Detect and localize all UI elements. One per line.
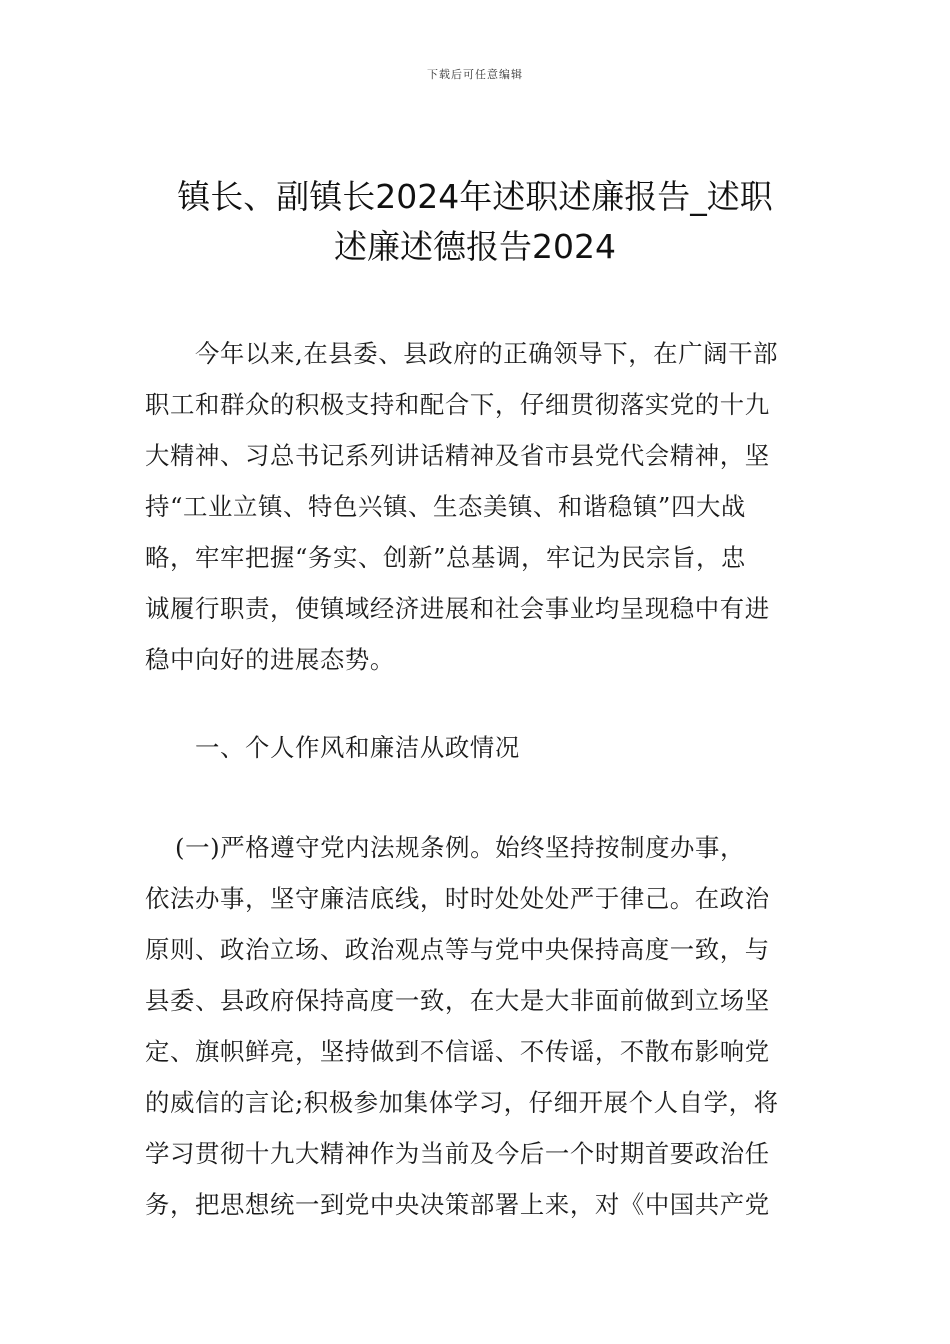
paragraph-line: 原则、政治立场、政治观点等与党中央保持高度一致，与	[145, 935, 770, 964]
section-heading	[145, 722, 810, 773]
paragraph-line: 学习贯彻十九大精神作为当前及今后一个时期首要政治任	[145, 1139, 770, 1168]
paragraph-section-1	[145, 822, 810, 1230]
paragraph-line: 稳中向好的进展态势。	[145, 645, 395, 674]
paragraph-line: 务，把思想统一到党中央决策部署上来，对《中国共产党	[145, 1190, 770, 1219]
section-heading-text: 一、个人作风和廉洁从政情况	[195, 733, 520, 762]
paragraph-line: 诚履行职责，使镇域经济进展和社会事业均呈现稳中有进	[145, 594, 770, 623]
title-line: 述廉述德报告2024	[334, 227, 616, 266]
paragraph-line: 略，牢牢把握“务实、创新”总基调，牢记为民宗旨，忠	[145, 543, 746, 572]
paragraph-line: (一)严格遵守党内法规条例。始终坚持按制度办事，	[175, 833, 746, 862]
paragraph-line: 定、旗帜鲜亮，坚持做到不信谣、不传谣，不散布影响党	[145, 1037, 770, 1066]
paragraph-line: 职工和群众的积极支持和配合下，仔细贯彻落实党的十九	[145, 390, 770, 419]
paragraph-line: 今年以来,在县委、县政府的正确领导下，在广阔干部	[195, 339, 779, 368]
paragraph-intro	[145, 328, 810, 685]
page-header: 下载后可任意编辑	[427, 68, 523, 81]
paragraph-line: 大精神、习总书记系列讲话精神及省市县党代会精神，坚	[145, 441, 770, 470]
paragraph-line: 依法办事，坚守廉洁底线，时时处处处严于律己。在政治	[145, 884, 770, 913]
paragraph-line: 县委、县政府保持高度一致，在大是大非面前做到立场坚	[145, 986, 770, 1015]
document-title	[145, 172, 805, 272]
title-line: 镇长、副镇长2024年述职述廉报告_述职	[177, 177, 773, 216]
paragraph-line: 的威信的言论;积极参加集体学习，仔细开展个人自学，将	[145, 1088, 779, 1117]
paragraph-line: 持“工业立镇、特色兴镇、生态美镇、和谐稳镇”四大战	[145, 492, 746, 521]
